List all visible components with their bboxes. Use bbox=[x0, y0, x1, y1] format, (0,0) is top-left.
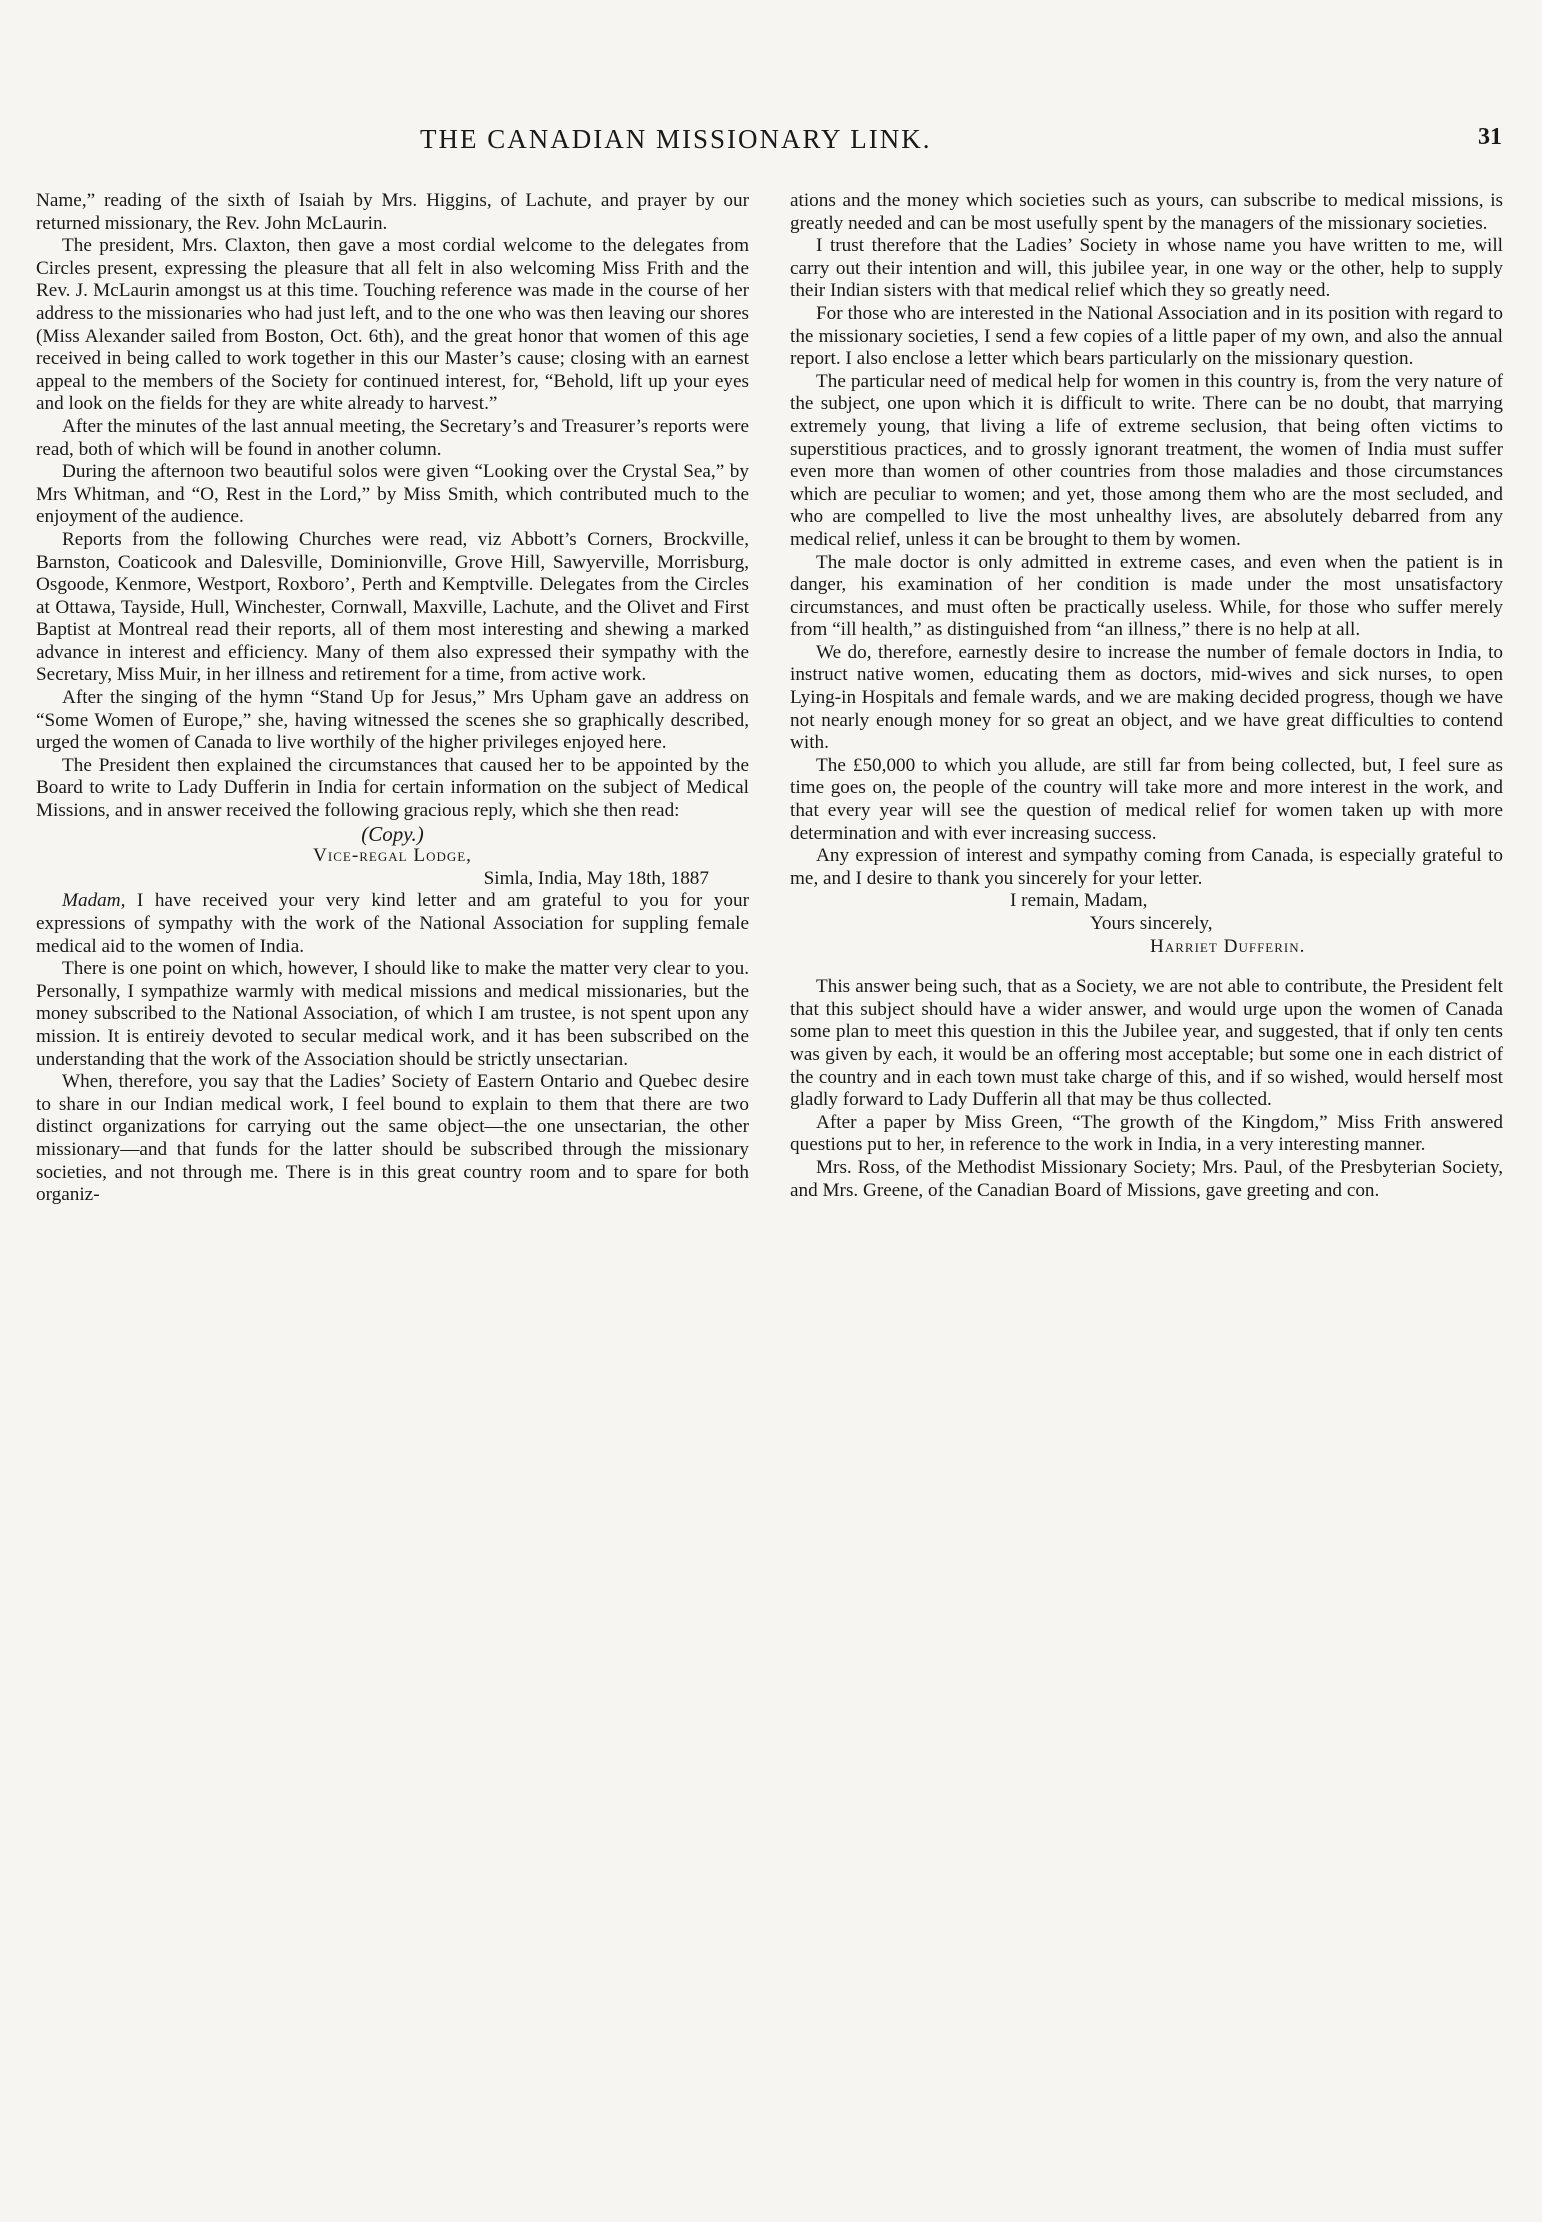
left-column bbox=[36, 190, 749, 1207]
paragraph: Mrs. Ross, of the Methodist Missionary Society; Mrs. Paul, of the Presbyterian Society, and Mrs. Greene, of the Canadian Board of Missions, gave greeting and con. bbox=[790, 1156, 1503, 1201]
paragraph: During the afternoon two beautiful solos were given “Looking over the Crystal Sea,” by Mrs Whitman, and “O, Rest in the Lord,” by Miss Smith, which contributed much to the enjoyment of the audience. bbox=[36, 461, 749, 528]
paragraph: After the singing of the hymn “Stand Up for Jesus,” Mrs Upham gave an address on “Some Women of Europe,” she, having witnessed the scenes she so graphically described, urged the women of Canada to live worthily of the higher privileges enjoyed here. bbox=[36, 687, 749, 754]
letter-paragraph: We do, therefore, earnestly desire to increase the number of female doctors in India, to instruct native women, educating them as doctors, mid-wives and sick nurses, to open Lying-in Hospitals and female wards, and we are making decided progress, though we have not nearly enough money for so great an object, and we have great difficulties to contend with. bbox=[790, 641, 1503, 754]
letter-paragraph: ations and the money which societies such as yours, can subscribe to medical missions, is greatly needed and can be most usefully spent by the managers of the missionary societies. bbox=[790, 190, 1503, 234]
paragraph: This answer being such, that as a Society, we are not able to contribute, the President felt that this subject should have a wider answer, and would urge upon the women of Canada some plan to meet this question in this the Jubilee year, and suggested, that if only ten cents was given by each, it would be an offering most acceptable; but some one in each district of the country and in each town must take charge of this, and if so wished, would herself most gladly forward to Lady Dufferin all that may be thus collected. bbox=[790, 976, 1503, 1111]
paragraph: Name,” reading of the sixth of Isaiah by Mrs. Higgins, of Lachute, and prayer by our returned missionary, the Rev. John McLaurin. bbox=[36, 190, 749, 234]
paragraph: After a paper by Miss Green, “The growth of the Kingdom,” Miss Frith answered questions put to her, in reference to the work in India, in a very interesting manner. bbox=[790, 1111, 1503, 1156]
page-number: 31 bbox=[1478, 124, 1502, 150]
paragraph: The President then explained the circumstances that caused her to be appointed by the Board to write to Lady Dufferin in India for certain information on the subject of Medical Missions, and in answer received the following gracious reply, which she then read: bbox=[36, 754, 749, 822]
paragraph: Reports from the following Churches were read, viz Abbott’s Corners, Brockville, Barnston, Coaticook and Dalesville, Dominionville, Grove Hill, Sawyerville, Morrisburg, Osgoode, Kenmore, Westport, Roxboro’, Perth and Kemptville. Delegates from the Circles at Ottawa, Tayside, Hull, Winchester, Cornwall, Maxville, Lachute, and the Olivet and First Baptist at Montreal read their reports, all of them most interesting and shewing a marked advance in interest and efficiency. Many of them also expressed their sympathy with the Secretary, Miss Muir, in her illness and retirement for a time, from active work. bbox=[36, 528, 749, 686]
paragraph: The president, Mrs. Claxton, then gave a most cordial welcome to the delegates from Circles present, expressing the pleasure that all felt in also welcoming Miss Frith and the Rev. J. McLaurin amongst us at this time. Touching reference was made in the course of her address to the missionaries who had just left, and to the one who was then leaving our shores (Miss Alexander sailed from Boston, Oct. 6th), and the great honor that women of this age received in being called to work together in this our Master’s cause; closing with an earnest appeal to the members of the Society for continued interest, for, “Behold, lift up your eyes and look on the fields for they are white already to harvest.” bbox=[36, 235, 749, 415]
letter-closing: I remain, Madam, bbox=[1010, 890, 1148, 912]
letter-paragraph bbox=[36, 890, 749, 958]
letter-salutation: Madam, bbox=[62, 890, 126, 912]
right-column bbox=[790, 190, 1503, 1202]
letter-paragraph: Any expression of interest and sympathy coming from Canada, is especially grateful to me, and I desire to thank you sincerely for your letter. bbox=[790, 845, 1503, 889]
letter-paragraph: The particular need of medical help for women in this country is, from the very nature of the subject, one upon which it is difficult to write. There can be no doubt, that marrying extremely young, that living a life of extreme seclusion, that being often victims to superstitious practices, and to grossly ignorant treatment, the women of India must suffer even more than women of other countries from those maladies and those circumstances which are peculiar to women; and yet, those among them who are the most secluded, and who are compelled to live the most unhealthy lives, are absolutely debarred from any medical relief, unless it can be brought to them by women. bbox=[790, 370, 1503, 550]
letter-paragraph: I trust therefore that the Ladies’ Society in whose name you have written to me, will carry out their intention and will, this jubilee year, in one way or the other, help to supply their Indian sisters with that medical relief which they so greatly need. bbox=[790, 235, 1503, 302]
paragraph: After the minutes of the last annual meeting, the Secretary’s and Treasurer’s reports were read, both of which will be found in another column. bbox=[36, 415, 749, 460]
letter-closing: Yours sincerely, bbox=[1090, 913, 1213, 934]
running-title: THE CANADIAN MISSIONARY LINK. bbox=[420, 124, 932, 154]
letter-dateline: Simla, India, May 18th, 1887 bbox=[483, 867, 709, 889]
page-header bbox=[0, 124, 1542, 164]
letter-signature: Harriet Dufferin. bbox=[1150, 935, 1306, 957]
letter-paragraph: There is one point on which, however, I should like to make the matter very clear to you. Personally, I sympathize warmly with medical missions and medical missionaries, but the money subscribed to the National Association, of which I am trustee, is not spent upon any mission. It is entireiy devoted to secular medical work, and it has been subscribed on the understanding that the work of the Association should be strictly unsectarian. bbox=[36, 958, 749, 1070]
letter-paragraph: The £50,000 to which you allude, are still far from being collected, but, I feel sure as time goes on, the people of the country will take more and more interest in the work, and that every year will see the question of medical relief for women taken up with more determination and with ever increasing success. bbox=[790, 754, 1503, 844]
letter-paragraph: When, therefore, you say that the Ladies’ Society of Eastern Ontario and Quebec desire to share in our Indian medical work, I feel bound to explain to them that there are two distinct organizations for carrying out the same object—the one unsectarian, the other missionary—and that funds for the latter should be subscribed through the missionary societies, and not through me. There is in this great country room and to spare for both organiz- bbox=[36, 1071, 749, 1206]
letter-address: Vice-regal Lodge, bbox=[313, 845, 472, 867]
letter-paragraph: The male doctor is only admitted in extreme cases, and even when the patient is in danger, his examination of her condition is made under the most unsatisfactory circumstances, and must often be practically useless. While, for those who suffer merely from “ill health,” as distinguished from “an illness,” there is no help at all. bbox=[790, 551, 1503, 641]
copy-mark: (Copy.) bbox=[361, 821, 424, 846]
letter-text: I have received your very kind letter and am grateful to you for your expressions of sympathy with the work of the National Association for suppling female medical aid to the women of India. bbox=[36, 890, 749, 957]
letter-paragraph: For those who are interested in the National Association and in its position with regard to the missionary societies, I send a few copies of a little paper of my own, and also the annual report. I also enclose a letter which bears particularly on the missionary question. bbox=[790, 302, 1503, 370]
